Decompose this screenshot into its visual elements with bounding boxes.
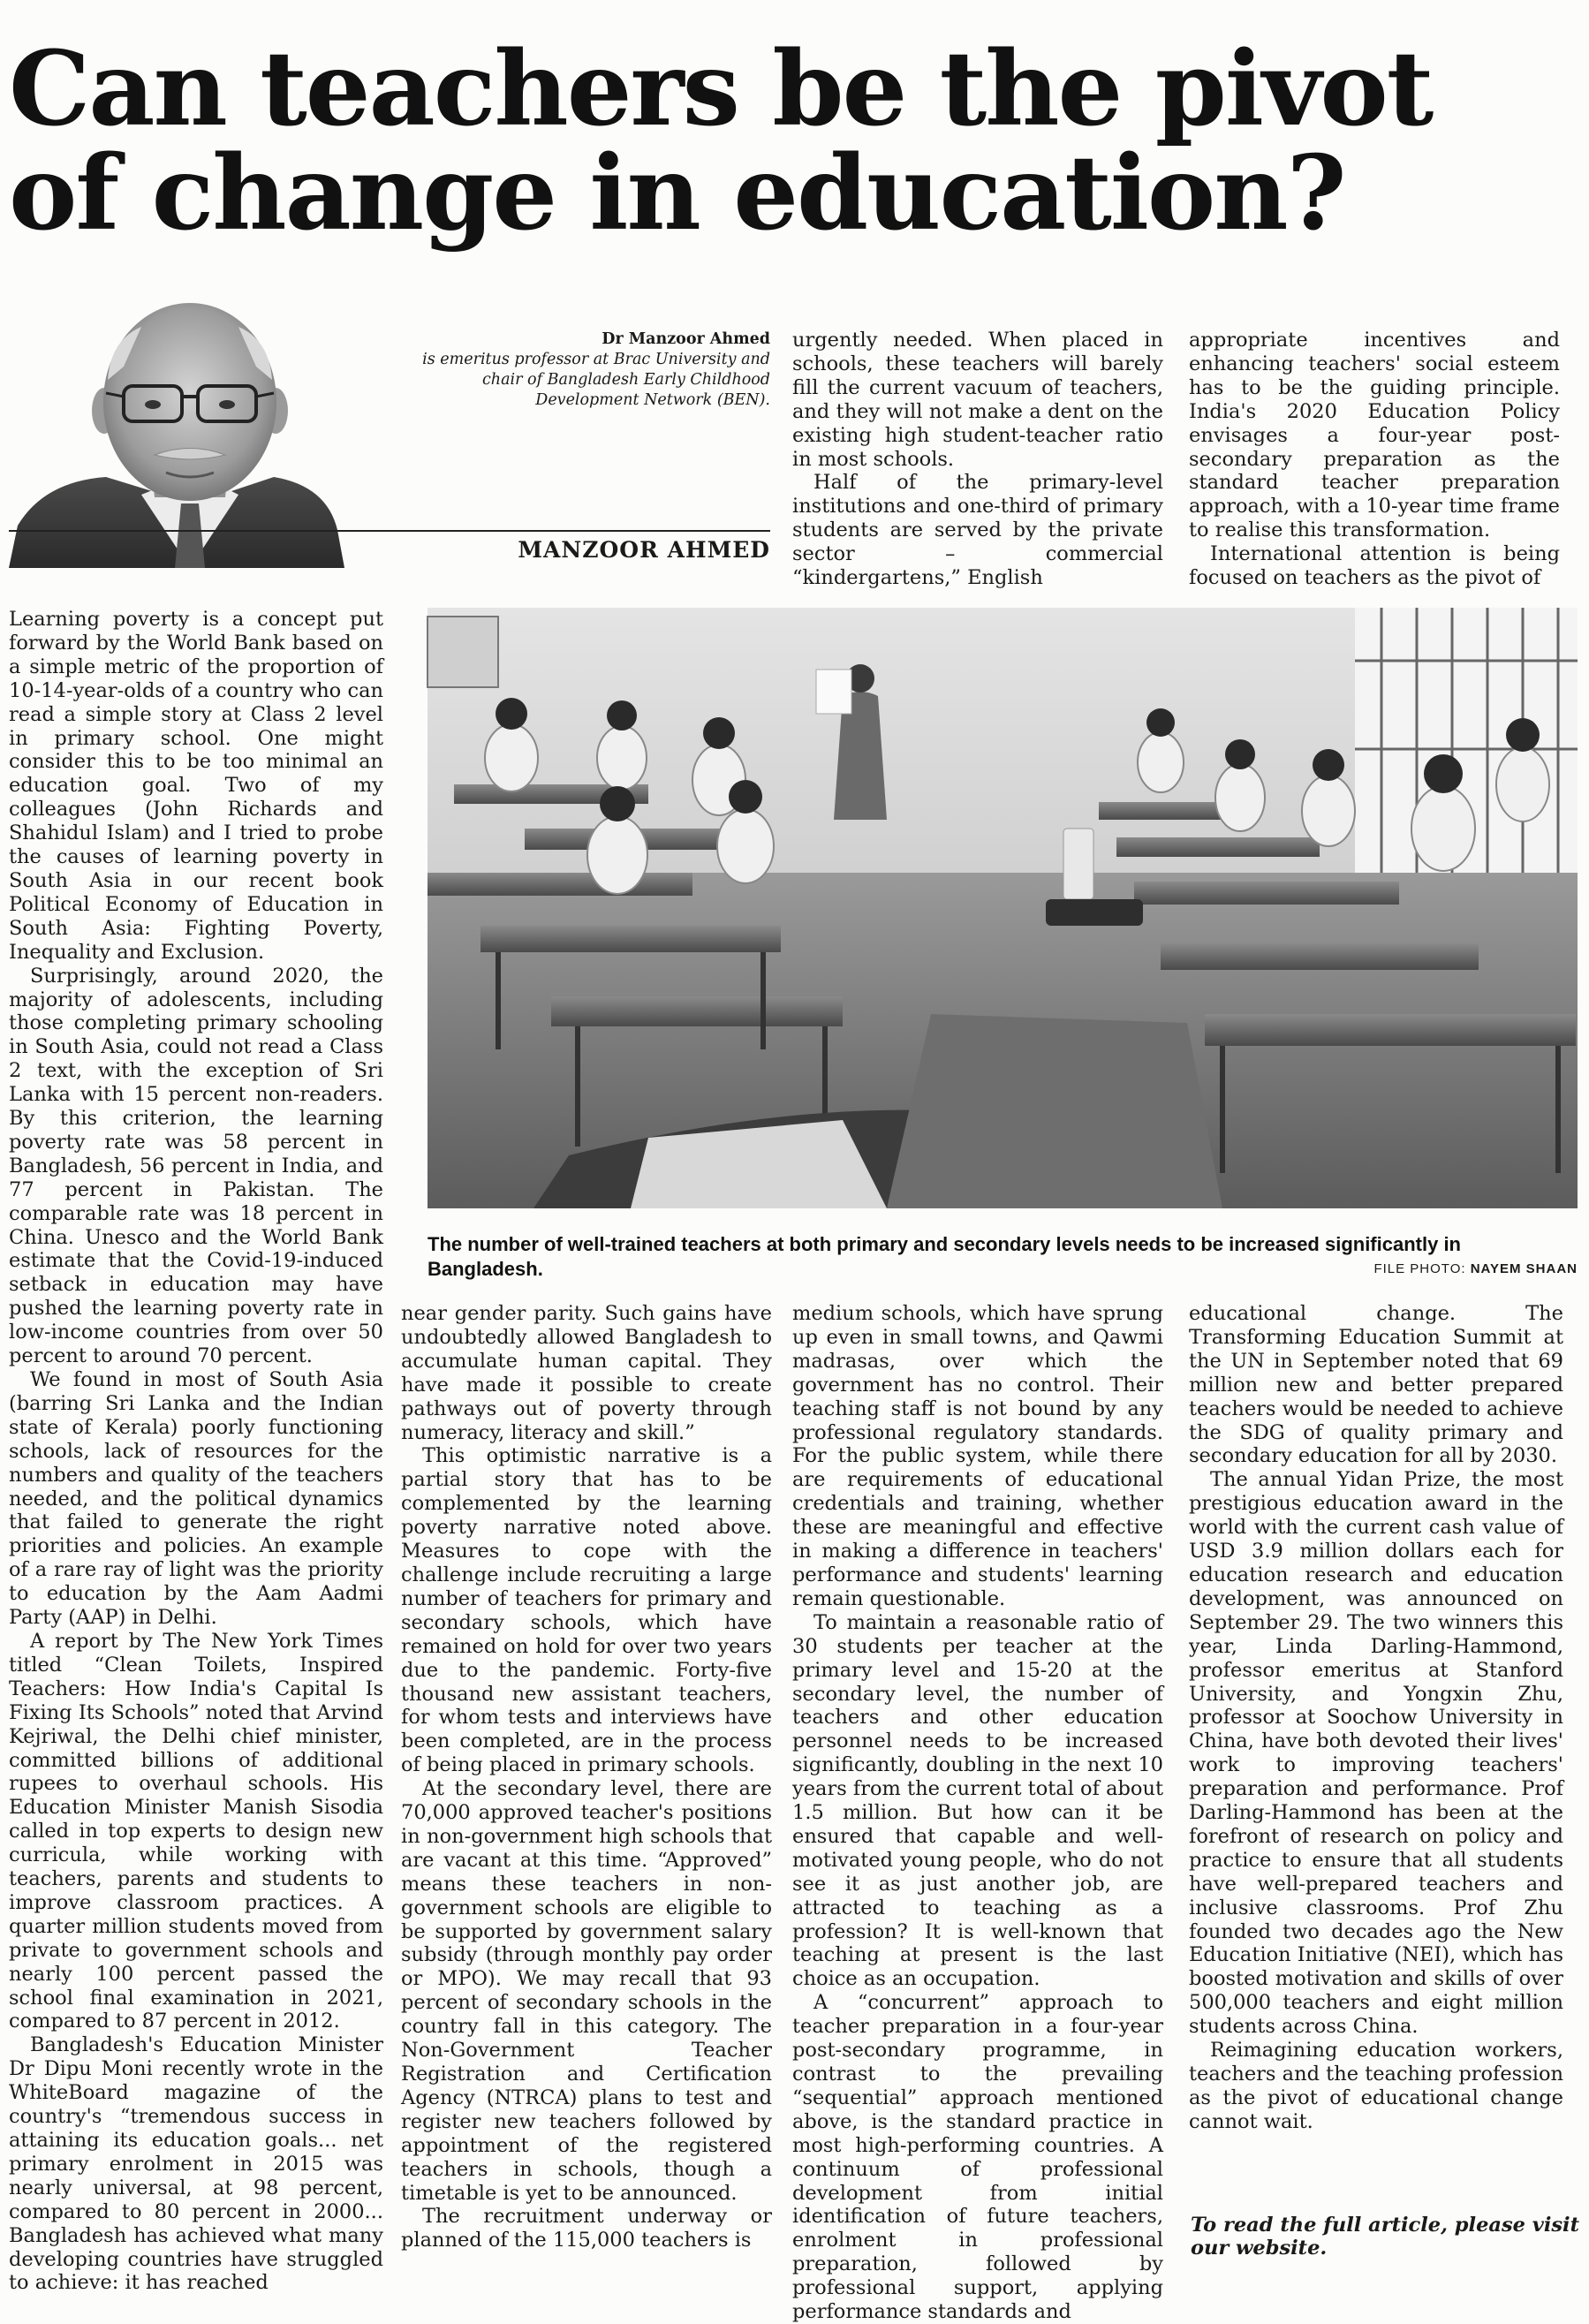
headline-line-1: Can teachers be the pivot	[9, 29, 1433, 149]
read-full-article-link[interactable]: To read the full article, please visit our website.	[1191, 2214, 1580, 2260]
paragraph: Bangladesh's Education Minister Dr Dipu Moni recently wrote in the WhiteBoard magazine of the country's “tremendous success in attaining its education goals... net primary enrolment in 2015 was nearly universal, at 98 percent, compared to 80 percent in 2000... Bangladesh has achieved what many developing countries have struggled to achieve: it has reached	[9, 2033, 383, 2295]
author-bio	[389, 329, 770, 411]
photo-credit-name: NAYEM SHAAN	[1470, 1261, 1578, 1276]
paragraph: This optimistic narrative is a partial story that has to be complemented by the learning poverty narrative noted above. Measures to cope with the challenge include recruiting a large number of teachers for primary and secondary schools, which have remained on hold for over two years due to the pandemic. Forty-five thousand new assistant teachers, for whom tests and interviews have been completed, are in the process of being placed in primary schools.	[401, 1444, 772, 1777]
author-byline: MANZOOR AHMED	[518, 537, 770, 563]
author-divider	[9, 530, 770, 532]
paragraph: The annual Yidan Prize, the most prestigious education award in the world with the current cash value of USD 3.9 million dollars each for education research and education development, was announced on September 29. The two winners this year, Linda Darling-Hammond, professor emeritus at Stanford University, and Yongxin Zhu, professor at Soochow University in China, have both devoted their lives' work to improving teachers' preparation and performance. Prof Darling-Hammond has been at the forefront of research on policy and practice to ensure that all students have well-prepared teachers and inclusive classrooms. Prof Zhu founded two decades ago the New Education Initiative (NEI), which has boosted motivation and skills of over 500,000 teachers and eight million students across China.	[1189, 1468, 1563, 2039]
paragraph: A “concurrent” approach to teacher preparation in a four-year post-secondary programme, in contrast to the prevailing “sequential” approach mentioned above, is the standard practice in most high-performing countries. A continuum of professional development from initial identification of future teachers, enrolment in professional preparation, followed by professional support, applying performance standards and	[792, 1991, 1163, 2324]
photo-caption: The number of well-trained teachers at both primary and secondary levels needs to be increased significantly in Bangladesh.	[428, 1233, 1461, 1280]
paragraph: At the secondary level, there are 70,000 approved teacher's positions in non-government high schools that are vacant at this time. “Approved” means these teachers in non-government schools are eligible to be supported by government salary subsidy (through monthly pay order or MPO). We may recall that 93 percent of secondary schools in the country fall in this category. The Non-Government Teacher Registration and Certification Agency (NTRCA) plans to test and register new teachers followed by appointment of the registered teachers in schools, though a timetable is yet to be announced.	[401, 1777, 772, 2205]
classroom-photo	[428, 608, 1578, 1208]
paragraph: Learning poverty is a concept put forward by the World Bank based on a simple metric of the proportion of 10-14-year-olds of a country who can read a simple story at Class 2 level in primary school. One might consider this to be too minimal an education goal. Two of my colleagues (John Richards and Shahidul Islam) and I tried to probe the causes of learning poverty in South Asia in our recent book Political Economy of Education in South Asia: Fighting Poverty, Inequality and Exclusion.	[9, 608, 383, 964]
photo-credit-prefix: FILE PHOTO:	[1373, 1261, 1466, 1276]
paragraph: Reimagining education workers, teachers and the teaching profession as the pivot of educational change cannot wait.	[1189, 2039, 1563, 2133]
column-3-top	[792, 329, 1163, 590]
author-portrait	[9, 305, 389, 568]
paragraph: appropriate incentives and enhancing teachers' social esteem has to be the guiding principle. India's 2020 Education Policy envisages a four-year post-secondary preparation as the standard teacher preparation approach, with a 10-year time frame to realise this transformation.	[1189, 329, 1560, 542]
paragraph: We found in most of South Asia (barring Sri Lanka and the Indian state of Kerala) poorly functioning schools, lack of resources for the numbers and quality of the teachers needed, and the political dynamics that failed to generate the right priorities and policies. An example of a rare ray of light was the priority to education by the Aam Aadmi Party (AAP) in Delhi.	[9, 1368, 383, 1630]
paragraph: To maintain a reasonable ratio of 30 students per teacher at the primary level and 15-20 at the secondary level, the number of teachers and other education personnel needs to be increased significantly, doubling in the next 10 years from the current total of about 1.5 million. But how can it be ensured that capable and well-motivated young people, who do not see it as just another job, are attracted to teaching as a profession? It is well-known that teaching at present is the last choice as an occupation.	[792, 1610, 1163, 1991]
paragraph: Half of the primary-level institutions and one-third of primary students are served by the private sector – commercial “kindergartens,” English	[792, 471, 1163, 590]
paragraph: medium schools, which have sprung up even in small towns, and Qawmi madrasas, over which the government has no control. Their teaching staff is not bound by any professional regulatory standards. For the public system, while there are requirements of educational credentials and training, whether these are meaningful and effective in making a difference in teachers' performance and students' learning remain questionable.	[792, 1302, 1163, 1610]
headline-line-2: of change in education?	[9, 133, 1345, 254]
author-bio-name: Dr Manzoor Ahmed	[602, 330, 770, 348]
paragraph: Surprisingly, around 2020, the majority of adolescents, including those completing primary schooling in South Asia, could not read a Class 2 text, with the exception of Sri Lanka with 15 percent non-readers. By this criterion, the learning poverty rate was 58 percent in Bangladesh, 56 percent in India, and 77 percent in Pakistan. The comparable rate was 18 percent in China. Unesco and the World Bank estimate that the Covid-19-induced setback in education may have pushed the learning poverty rate in low-income countries from over 50 percent to around 70 percent.	[9, 964, 383, 1368]
headline	[9, 29, 1563, 254]
paragraph: urgently needed. When placed in schools, these teachers will barely fill the current vacuum of teachers, and they will not make a dent on the existing high student-teacher ratio in most schools.	[792, 329, 1163, 471]
paragraph: The recruitment underway or planned of the 115,000 teachers is	[401, 2205, 772, 2252]
photo-credit	[1148, 1261, 1578, 1276]
column-4-top	[1189, 329, 1560, 590]
paragraph: educational change. The Transforming Education Summit at the UN in September noted that 69 million new and better prepared teachers would be needed to achieve the SDG of quality primary and secondary education for all by 2030.	[1189, 1302, 1563, 1468]
paragraph: International attention is being focused on teachers as the pivot of	[1189, 542, 1560, 590]
paragraph: A report by The New York Times titled “Clean Toilets, Inspired Teachers: How India's Capital Is Fixing Its Schools” noted that Arvind Kejriwal, the Delhi chief minister, committed billions of additional rupees to overhaul schools. His Education Minister Manish Sisodia called in top experts to design new curricula, while working with teachers, parents and students to improve classroom practices. A quarter million students moved from private to government schools and nearly 100 percent passed the school final examination in 2021, compared to 87 percent in 2012.	[9, 1629, 383, 2033]
paragraph: near gender parity. Such gains have undoubtedly allowed Bangladesh to accumulate human capital. They have made it possible to create pathways out of poverty through numeracy, literacy and skill.”	[401, 1302, 772, 1444]
column-4	[1189, 1302, 1563, 2207]
column-1	[9, 608, 383, 2295]
author-bio-text: is emeritus professor at Brac University and chair of Bangladesh Early Childhood Development Network (BEN).	[422, 351, 770, 409]
column-2	[401, 1302, 772, 2261]
column-3	[792, 1302, 1163, 2324]
